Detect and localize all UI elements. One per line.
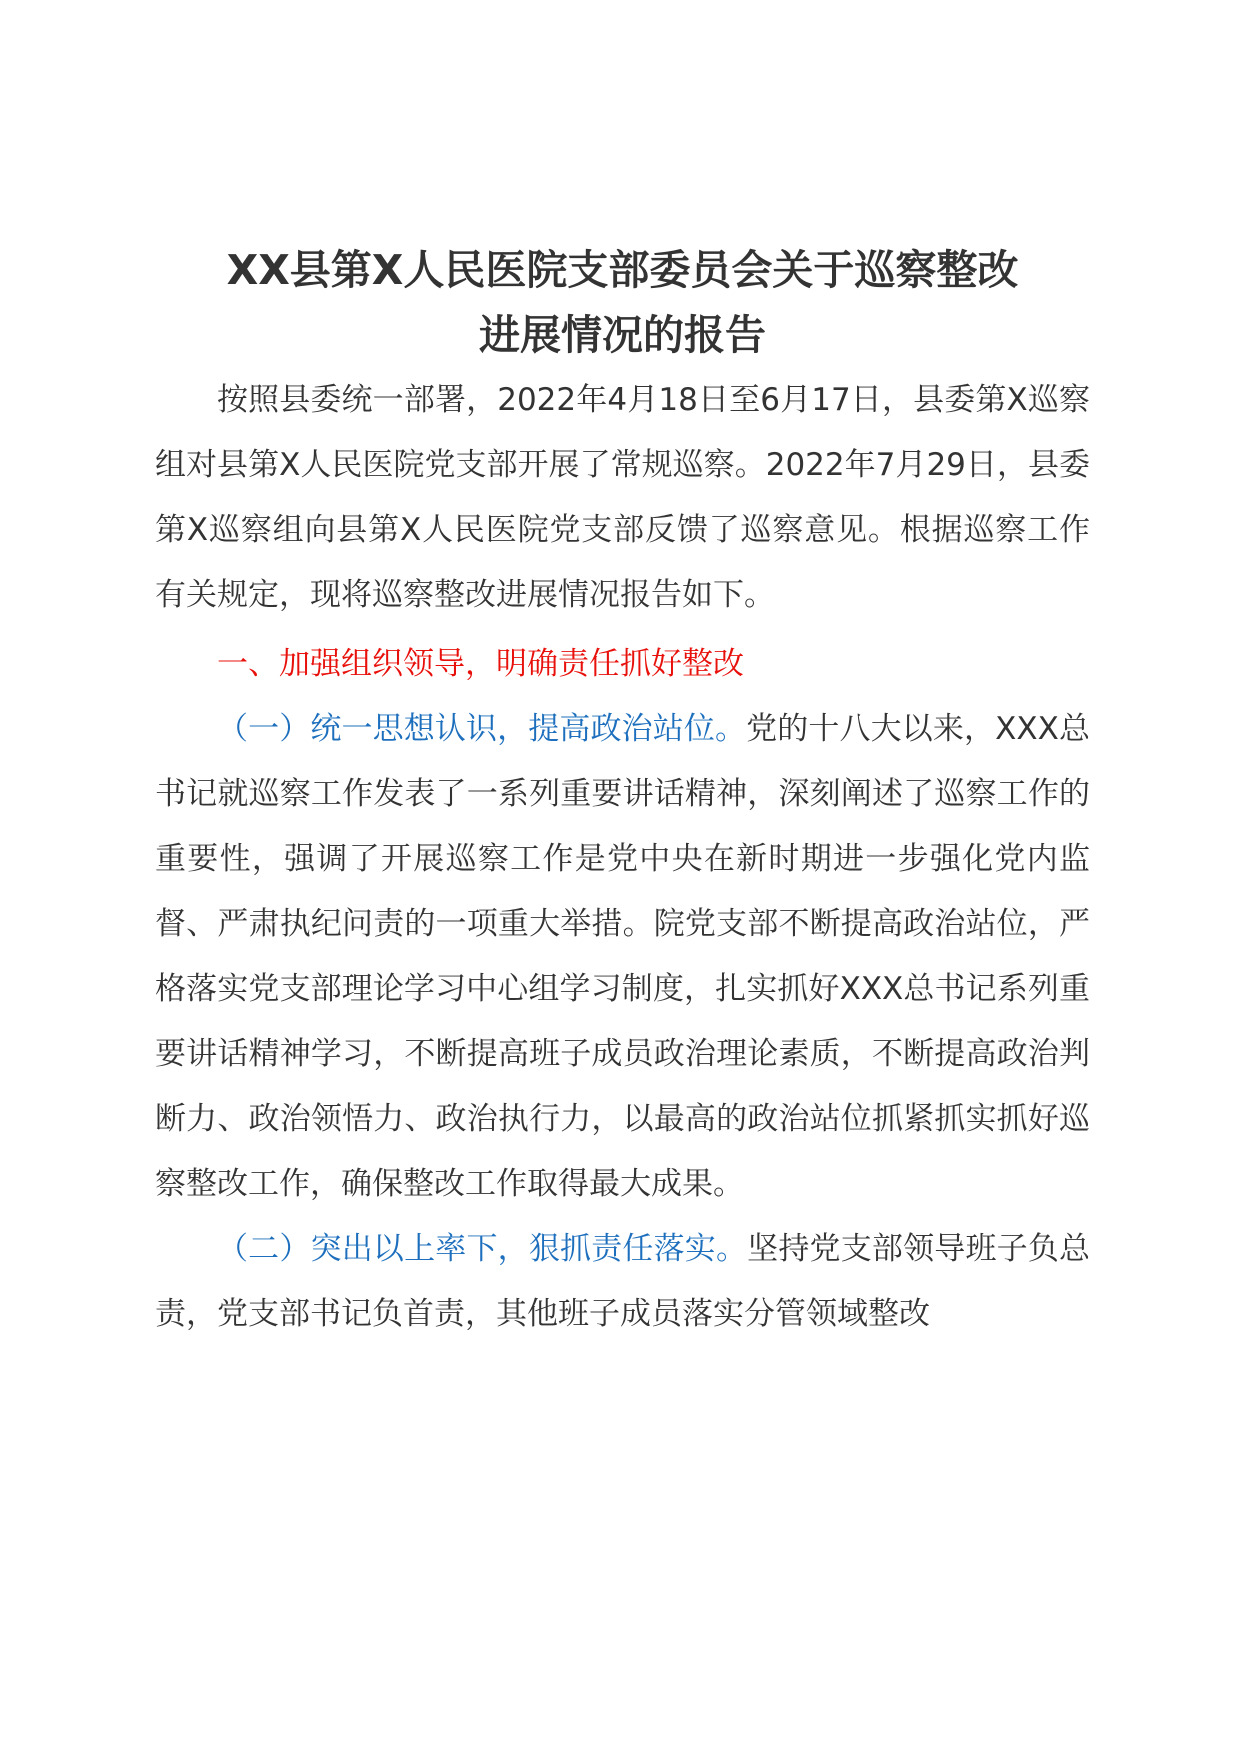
section-heading-1: 一、加强组织领导，明确责任抓好整改 — [217, 646, 744, 682]
item-paragraph-2 — [155, 1217, 1090, 1347]
intro-paragraph: 按照县委统一部署，2022年4月18日至6月17日，县委第X巡察组对县第X人民医院党支部开展了常规巡察。2022年7月29日，县委第X巡察组向县第X人民医院党支部反馈了巡察意见。根据巡察工作有关规定，现将巡察整改进展情况报告如下。 — [155, 382, 1090, 613]
document-title — [155, 238, 1090, 368]
sub-heading-1: （一）统一思想认识，提高政治站位。 — [217, 711, 747, 747]
item-body-1: 党的十八大以来，XXX总书记就巡察工作发表了一系列重要讲话精神，深刻阐述了巡察工作的重要性，强调了开展巡察工作是党中央在新时期进一步强化党内监督、严肃执纪问责的一项重大举措。院党支部不断提高政治站位，严格落实党支部理论学习中心组学习制度，扎实抓好XXX总书记系列重要讲话精神学习，不断提高班子成员政治理论素质，不断提高政治判断力、政治领悟力、政治执行力，以最高的政治站位抓紧抓实抓好巡察整改工作，确保整改工作取得最大成果。 — [155, 711, 1091, 1202]
item-paragraph-1 — [155, 697, 1090, 1217]
sub-heading-2: （二）突出以上率下，狠抓责任落实。 — [217, 1231, 748, 1267]
title-line-1: XX县第X人民医院支部委员会关于巡察整改 — [226, 246, 1019, 294]
title-line-2: 进展情况的报告 — [479, 311, 766, 359]
document-page — [155, 238, 1090, 1347]
item-body-2: 坚持党支部领导班子负总责，党支部书记负首责，其他班子成员落实分管领域整改 — [155, 1231, 1091, 1332]
